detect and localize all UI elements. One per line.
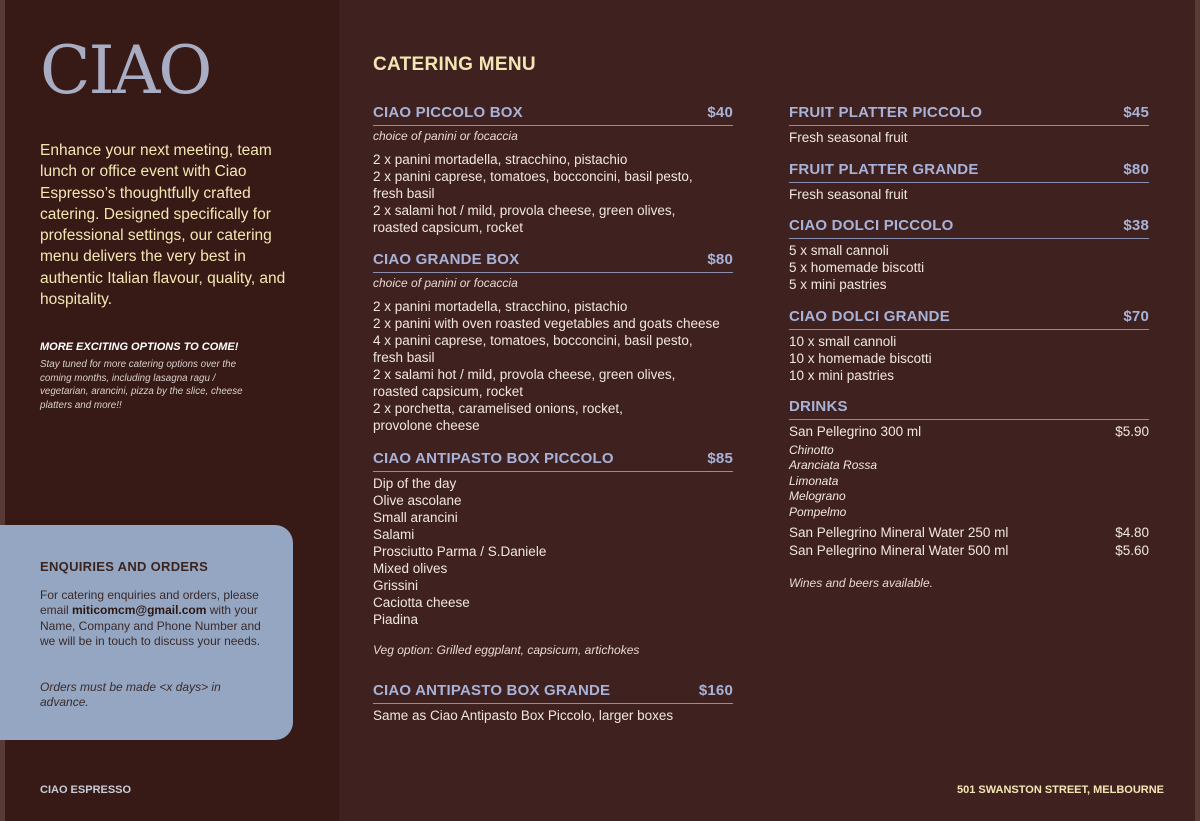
item-price: $70: [1123, 308, 1149, 325]
item-line: 10 x small cannoli: [789, 334, 897, 349]
item-line: Fresh seasonal fruit: [789, 130, 908, 145]
item-header: [373, 251, 733, 273]
item-price: $85: [707, 450, 733, 467]
item-name: CIAO ANTIPASTO BOX GRANDE: [373, 682, 611, 699]
enquiries-note: Orders must be made <x days> in advance.: [40, 680, 221, 709]
item-line: fresh basil: [373, 186, 435, 201]
flavour-list: [789, 443, 1149, 520]
item-line: Mixed olives: [373, 561, 448, 576]
footer-brand: CIAO ESPRESSO: [40, 784, 132, 796]
item-line: fresh basil: [373, 350, 435, 365]
flavour-item: Chinotto: [789, 443, 834, 457]
footer-address: 501 SWANSTON STREET, MELBOURNE: [957, 784, 1164, 796]
item-name: CIAO DOLCI PICCOLO: [789, 217, 954, 234]
item-header: [789, 308, 1149, 330]
menu-item-drinks: [789, 398, 1149, 590]
item-line: Piadina: [373, 612, 419, 627]
item-header: [373, 682, 733, 704]
item-line: 2 x salami hot / mild, provola cheese, green olives,: [373, 367, 676, 382]
drink-label: San Pellegrino 300 ml: [789, 424, 922, 439]
item-name: FRUIT PLATTER GRANDE: [789, 161, 979, 178]
drink-row: [789, 542, 1149, 560]
item-line: 2 x panini mortadella, stracchino, pistachio: [373, 299, 628, 314]
drink-row: [789, 423, 1149, 441]
menu-item-dolci-piccolo: [789, 217, 1149, 293]
menu-item-antipasto-grande: [373, 682, 733, 724]
item-line: roasted capsicum, rocket: [373, 384, 524, 399]
menu-item-piccolo-box: [373, 104, 733, 236]
item-subtitle: choice of panini or focaccia: [373, 129, 518, 143]
item-header: [373, 450, 733, 472]
item-subtitle: choice of panini or focaccia: [373, 276, 518, 290]
item-lines: [373, 151, 733, 236]
item-header: [789, 104, 1149, 126]
enquiries-email[interactable]: miticomcm@gmail.com: [72, 603, 207, 618]
item-header: [789, 398, 1149, 420]
menu-title: CATERING MENU: [373, 54, 536, 75]
item-line: 10 x mini pastries: [789, 368, 895, 383]
item-lines: [373, 707, 733, 724]
item-name: DRINKS: [789, 398, 848, 415]
item-name: CIAO DOLCI GRANDE: [789, 308, 950, 325]
item-line: Same as Ciao Antipasto Box Piccolo, larger boxes: [373, 708, 674, 723]
wines-note: Wines and beers available.: [789, 576, 933, 591]
enquiries-title: ENQUIRIES AND ORDERS: [40, 559, 209, 574]
more-options-text: Stay tuned for more catering options over the coming months, including lasagna ragu / vegetarian, arancini, pizza by the slice, cheese platters and more!!: [40, 359, 243, 411]
item-lines: [373, 475, 733, 628]
item-line: 2 x panini mortadella, stracchino, pistachio: [373, 152, 628, 167]
drinks-list: [789, 423, 1149, 560]
drink-label: San Pellegrino Mineral Water 250 ml: [789, 525, 1009, 541]
item-line: 5 x small cannoli: [789, 243, 889, 258]
item-line: provolone cheese: [373, 418, 480, 433]
menu-item-grande-box: [373, 251, 733, 434]
item-price: $160: [698, 682, 733, 699]
flavour-item: Melograno: [789, 489, 846, 504]
item-price: $45: [1123, 104, 1149, 121]
item-line: 2 x porchetta, caramelised onions, rocket,: [373, 401, 623, 416]
item-name: CIAO PICCOLO BOX: [373, 104, 523, 121]
flavour-item: Limonata: [789, 473, 839, 488]
item-name: CIAO GRANDE BOX: [373, 251, 520, 268]
menu-item-fruit-piccolo: [789, 104, 1149, 146]
item-price: $38: [1123, 217, 1149, 234]
item-line: Prosciutto Parma / S.Daniele: [373, 544, 547, 559]
item-lines: [789, 186, 1149, 203]
drink-row: [789, 524, 1149, 542]
drink-price: $5.60: [1115, 543, 1149, 559]
item-line: Grissini: [373, 578, 419, 593]
item-price: $40: [707, 104, 733, 121]
item-name: CIAO ANTIPASTO BOX PICCOLO: [373, 450, 614, 467]
item-line: roasted capsicum, rocket: [373, 220, 524, 235]
item-line: 10 x homemade biscotti: [789, 351, 932, 366]
menu-item-fruit-grande: [789, 161, 1149, 203]
item-line: Dip of the day: [373, 476, 457, 491]
flavour-item: Pompelmo: [789, 504, 847, 519]
drink-price: $5.90: [1115, 424, 1149, 439]
item-line: Olive ascolane: [373, 493, 462, 508]
item-price: $80: [1123, 161, 1149, 178]
item-name: FRUIT PLATTER PICCOLO: [789, 104, 983, 121]
item-line: Salami: [373, 527, 415, 542]
item-lines: [789, 242, 1149, 293]
drink-label: San Pellegrino Mineral Water 500 ml: [789, 543, 1009, 559]
item-line: Caciotta cheese: [373, 595, 470, 610]
item-header: [373, 104, 733, 126]
item-line: 2 x panini caprese, tomatoes, bocconcini, basil pesto,: [373, 169, 693, 184]
item-lines: [373, 298, 733, 434]
enquiries-text-after: with your Name, Company and Phone Number and we will be in touch to discuss your needs.: [40, 603, 261, 648]
item-header: [789, 161, 1149, 183]
item-line: 5 x homemade biscotti: [789, 260, 925, 275]
ciao-logo: CIAO: [40, 32, 211, 109]
item-lines: [789, 333, 1149, 384]
more-options-title: MORE EXCITING OPTIONS TO COME!: [40, 341, 239, 353]
enquiries-text: [40, 588, 275, 649]
drink-price: $4.80: [1115, 525, 1149, 541]
veg-option: Veg option: Grilled eggplant, capsicum, artichokes: [373, 643, 640, 657]
enquiries-text-before: For catering enquiries and orders, please email: [40, 588, 259, 618]
intro-text: Enhance your next meeting, team lunch or office event with Ciao Espresso’s thoughtfully crafted catering. Designed specifically for professional settings, our catering menu delivers the very best in authentic Italian flavour, quality, and hospitality.: [40, 142, 286, 309]
item-line: Small arancini: [373, 510, 458, 525]
item-line: 4 x panini caprese, tomatoes, bocconcini, basil pesto,: [373, 333, 693, 348]
item-line: 2 x salami hot / mild, provola cheese, green olives,: [373, 203, 676, 218]
menu-item-antipasto-piccolo: [373, 450, 733, 657]
item-line: 2 x panini with oven roasted vegetables and goats cheese: [373, 316, 720, 331]
item-line: Fresh seasonal fruit: [789, 187, 908, 202]
menu-item-dolci-grande: [789, 308, 1149, 384]
item-price: $80: [707, 251, 733, 268]
item-lines: [789, 129, 1149, 146]
flavour-item: Aranciata Rossa: [789, 458, 878, 473]
item-line: 5 x mini pastries: [789, 277, 887, 292]
item-header: [789, 217, 1149, 239]
